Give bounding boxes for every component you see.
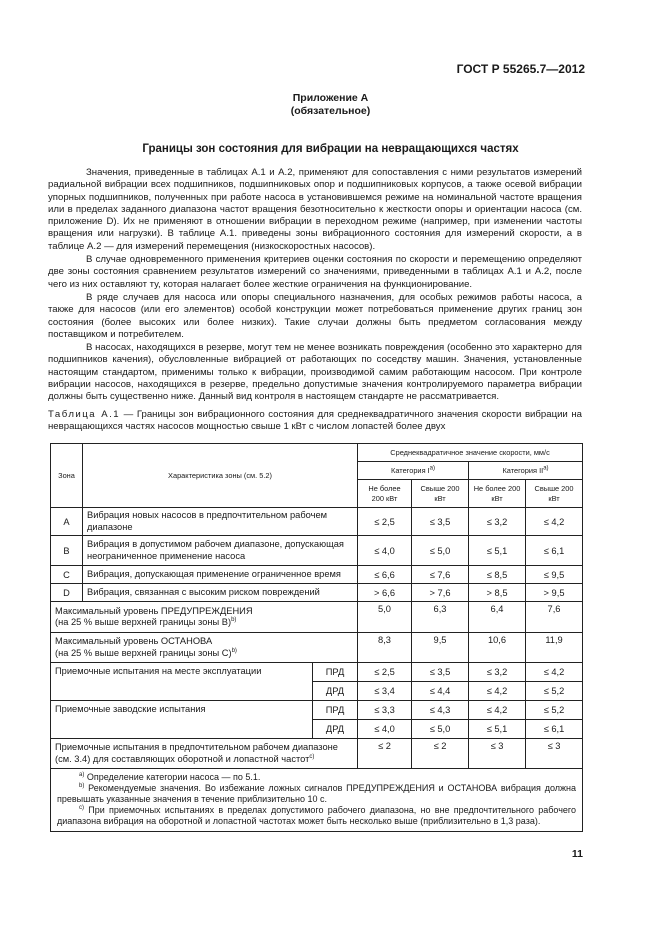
value-cell: ≤ 4,4 xyxy=(412,682,469,701)
vibration-zones-table xyxy=(50,443,583,832)
paragraph: Значения, приведенные в таблицах А.1 и А.2, применяют для сопоставления с ними результатов измерений радиальной вибрации всех подшипников, подшипниковых опор и подшипниковых корпусов, а также осевой вибрации упорных подшипников, полученных при работе насоса в установившемся режиме на номинальной частоте вращения или в пределах заданного диапазона частот вращения безотносительно к жесткости опоры и ориентации насоса (см. приложение D). Их не применяют в отношении вибрации в переходном режиме (например, при изменении частоты вращения или нагрузки). В таблице А.1. приведены зоны вибрационного состояния для измерений скорости, а в таблице А.2 — для измерений перемещения (низкоскоростных насосов). xyxy=(48,167,582,252)
value-cell: ≤ 2,5 xyxy=(358,663,412,682)
header-le200: Не более 200 кВт xyxy=(358,480,412,508)
value-cell: ≤ 3,2 xyxy=(469,663,526,682)
table-row xyxy=(51,508,583,536)
value-cell: 9,5 xyxy=(412,633,469,663)
table-footnotes-row xyxy=(51,769,583,832)
header-category-2: Категория II$^{a)}$ xyxy=(469,462,583,480)
value-cell: > 6,6 xyxy=(358,584,412,602)
value-cell: 6,3 xyxy=(412,602,469,633)
value-cell: ≤ 5,0 xyxy=(412,536,469,566)
footnote: $^{b)}$ Рекомендуемые значения. Во избежание ложных сигналов ПРЕДУПРЕЖДЕНИЯ и ОСТАНОВА вибрация должна превышать указанные значения в течение приблизительно 10 с. xyxy=(57,783,577,804)
stop-description: Максимальный уровень ОСТАНОВА (на 25 % выше верхней границы зоны С)$^{b)}$ xyxy=(51,633,358,663)
table-row xyxy=(51,701,583,720)
value-cell: ≤ 4,0 xyxy=(358,536,412,566)
table-row xyxy=(51,739,583,769)
header-characteristic: Характеристика зоны (см. 5.2) xyxy=(83,444,358,508)
zone-description: Вибрация новых насосов в предпочтительном рабочем диапазоне xyxy=(83,508,358,536)
zone-cell: A xyxy=(51,508,83,536)
code-cell: ДРД xyxy=(313,682,358,701)
table-row xyxy=(51,536,583,566)
table-row-stop xyxy=(51,633,583,663)
footnote: $^{c)}$ При приемочных испытаниях в пределах допустимого рабочего диапазона, но вне предпочтительного рабочего диапазона вибрация на оборотной и лопастной частотах может быть несколько выше (приблизительно в 1,3 раза). xyxy=(57,805,577,826)
value-cell: > 9,5 xyxy=(526,584,583,602)
page-number: 11 xyxy=(571,848,583,860)
value-cell: ≤ 2,5 xyxy=(358,508,412,536)
code-cell: ПРД xyxy=(313,701,358,720)
value-cell: ≤ 3,2 xyxy=(469,508,526,536)
value-cell: ≤ 5,1 xyxy=(469,720,526,739)
value-cell: ≤ 2 xyxy=(412,739,469,769)
value-cell: ≤ 3,4 xyxy=(358,682,412,701)
table-row-warning xyxy=(51,602,583,633)
warning-description: Максимальный уровень ПРЕДУПРЕЖДЕНИЯ (на 25 % выше верхней границы зоны В)$^{b)}$ xyxy=(51,602,358,633)
zone-cell: C xyxy=(51,566,83,584)
value-cell: ≤ 4,0 xyxy=(358,720,412,739)
value-cell: 8,3 xyxy=(358,633,412,663)
value-cell: 6,4 xyxy=(469,602,526,633)
value-cell: 5,0 xyxy=(358,602,412,633)
annex-title: Приложение А xyxy=(292,92,369,104)
value-cell: ≤ 3,3 xyxy=(358,701,412,720)
value-cell: ≤ 4,2 xyxy=(526,508,583,536)
body-text xyxy=(48,167,582,405)
paragraph: В ряде случаев для насоса или опоры специального назначения, для особых режимов работы насоса, а также для насосов (или его элементов) особой конструкции может потребоваться применение других границ зон состояния (более высоких или более низких). Такие случаи должны быть предметом согласования между поставщиком и потребителем. xyxy=(48,291,582,340)
value-cell: ≤ 3,5 xyxy=(412,508,469,536)
zone-cell: B xyxy=(51,536,83,566)
value-cell: ≤ 3,5 xyxy=(412,663,469,682)
header-rms: Среднеквадратичное значение скорости, мм/с xyxy=(358,444,583,462)
site-tests-label: Приемочные испытания на месте эксплуатации xyxy=(51,663,313,701)
header-le200: Не более 200 кВт xyxy=(469,480,526,508)
value-cell: ≤ 6,1 xyxy=(526,720,583,739)
paragraph: В случае одновременного применения критериев оценки состояния по скорости и перемещению определяют две зоны состояния сравнением результатов измерений со значениями, приведенными в таблицах А.1 и А.2, после чего из них оставляют ту, которая налагает более жесткие ограничения на функционирование. xyxy=(48,254,582,290)
value-cell: > 8,5 xyxy=(469,584,526,602)
value-cell: ≤ 5,2 xyxy=(526,701,583,720)
value-cell: 7,6 xyxy=(526,602,583,633)
zone-description: Вибрация в допустимом рабочем диапазоне, допускающая неограниченное применение насоса xyxy=(83,536,358,566)
zone-description: Вибрация, допускающая применение ограниченное время xyxy=(83,566,358,584)
header-zone: Зона xyxy=(51,444,83,508)
code-cell: ДРД xyxy=(313,720,358,739)
value-cell: ≤ 4,3 xyxy=(412,701,469,720)
value-cell: ≤ 5,1 xyxy=(469,536,526,566)
table-row xyxy=(51,663,583,682)
value-cell: ≤ 4,2 xyxy=(469,682,526,701)
value-cell: 11,9 xyxy=(526,633,583,663)
header-category-1: Категория $I^{a)}$ xyxy=(358,462,469,480)
value-cell: ≤ 7,6 xyxy=(412,566,469,584)
value-cell: ≤ 4,2 xyxy=(469,701,526,720)
value-cell: ≤ 6,6 xyxy=(358,566,412,584)
header-gt200: Свыше 200 кВт xyxy=(412,480,469,508)
value-cell: ≤ 9,5 xyxy=(526,566,583,584)
standard-number: ГОСТ Р 55265.7—2012 xyxy=(456,62,585,76)
value-cell: > 7,6 xyxy=(412,584,469,602)
value-cell: ≤ 3 xyxy=(469,739,526,769)
table-caption xyxy=(48,409,582,434)
pref-tests-label: Приемочные испытания в предпочтительном рабочем диапазоне (см. 3.4) для составляющих оборотной и лопастной частот$^{c)}$ xyxy=(51,739,358,769)
table-caption-text: — Границы зон вибрационного состояния для среднеквадратичного значения скорости вибрации на невращающихся частях насосов мощностью свыше 1 кВт с числом лопастей более двух xyxy=(48,409,582,433)
value-cell: ≤ 4,2 xyxy=(526,663,583,682)
factory-tests-label: Приемочные заводские испытания xyxy=(51,701,313,739)
section-heading: Границы зон состояния для вибрации на невращающихся частях xyxy=(142,143,519,155)
header-gt200: Свыше 200 кВт xyxy=(526,480,583,508)
value-cell: ≤ 2 xyxy=(358,739,412,769)
table-label: Таблица А.1 xyxy=(48,409,121,420)
code-cell: ПРД xyxy=(313,663,358,682)
annex-status: (обязательное) xyxy=(290,105,371,117)
value-cell: ≤ 3 xyxy=(526,739,583,769)
zone-description: Вибрация, связанная с высоким риском повреждений xyxy=(83,584,358,602)
value-cell: ≤ 8,5 xyxy=(469,566,526,584)
table-footnotes xyxy=(51,769,583,832)
table-row xyxy=(51,566,583,584)
value-cell: ≤ 5,2 xyxy=(526,682,583,701)
footnote: $^{a)}$ Определение категории насоса — по 5.1. xyxy=(79,772,261,782)
value-cell: ≤ 5,0 xyxy=(412,720,469,739)
value-cell: ≤ 6,1 xyxy=(526,536,583,566)
value-cell: 10,6 xyxy=(469,633,526,663)
paragraph: В насосах, находящихся в резерве, могут тем не менее возникать повреждения (особенно это характерно для подшипников качения), обусловленные вибрацией от работающих по соседству машин. Значения, установленные настоящим стандартом, применимы только к вибрации, производимой самим работающим насосом. При контроле вибрации насосов, находящихся в резерве, предельно допустимые значения контролируемого параметра вибрации должны быть существенно ниже. Данный вид контроля в настоящем стандарте не рассматривается. xyxy=(48,342,582,403)
zone-cell: D xyxy=(51,584,83,602)
table-row xyxy=(51,584,583,602)
